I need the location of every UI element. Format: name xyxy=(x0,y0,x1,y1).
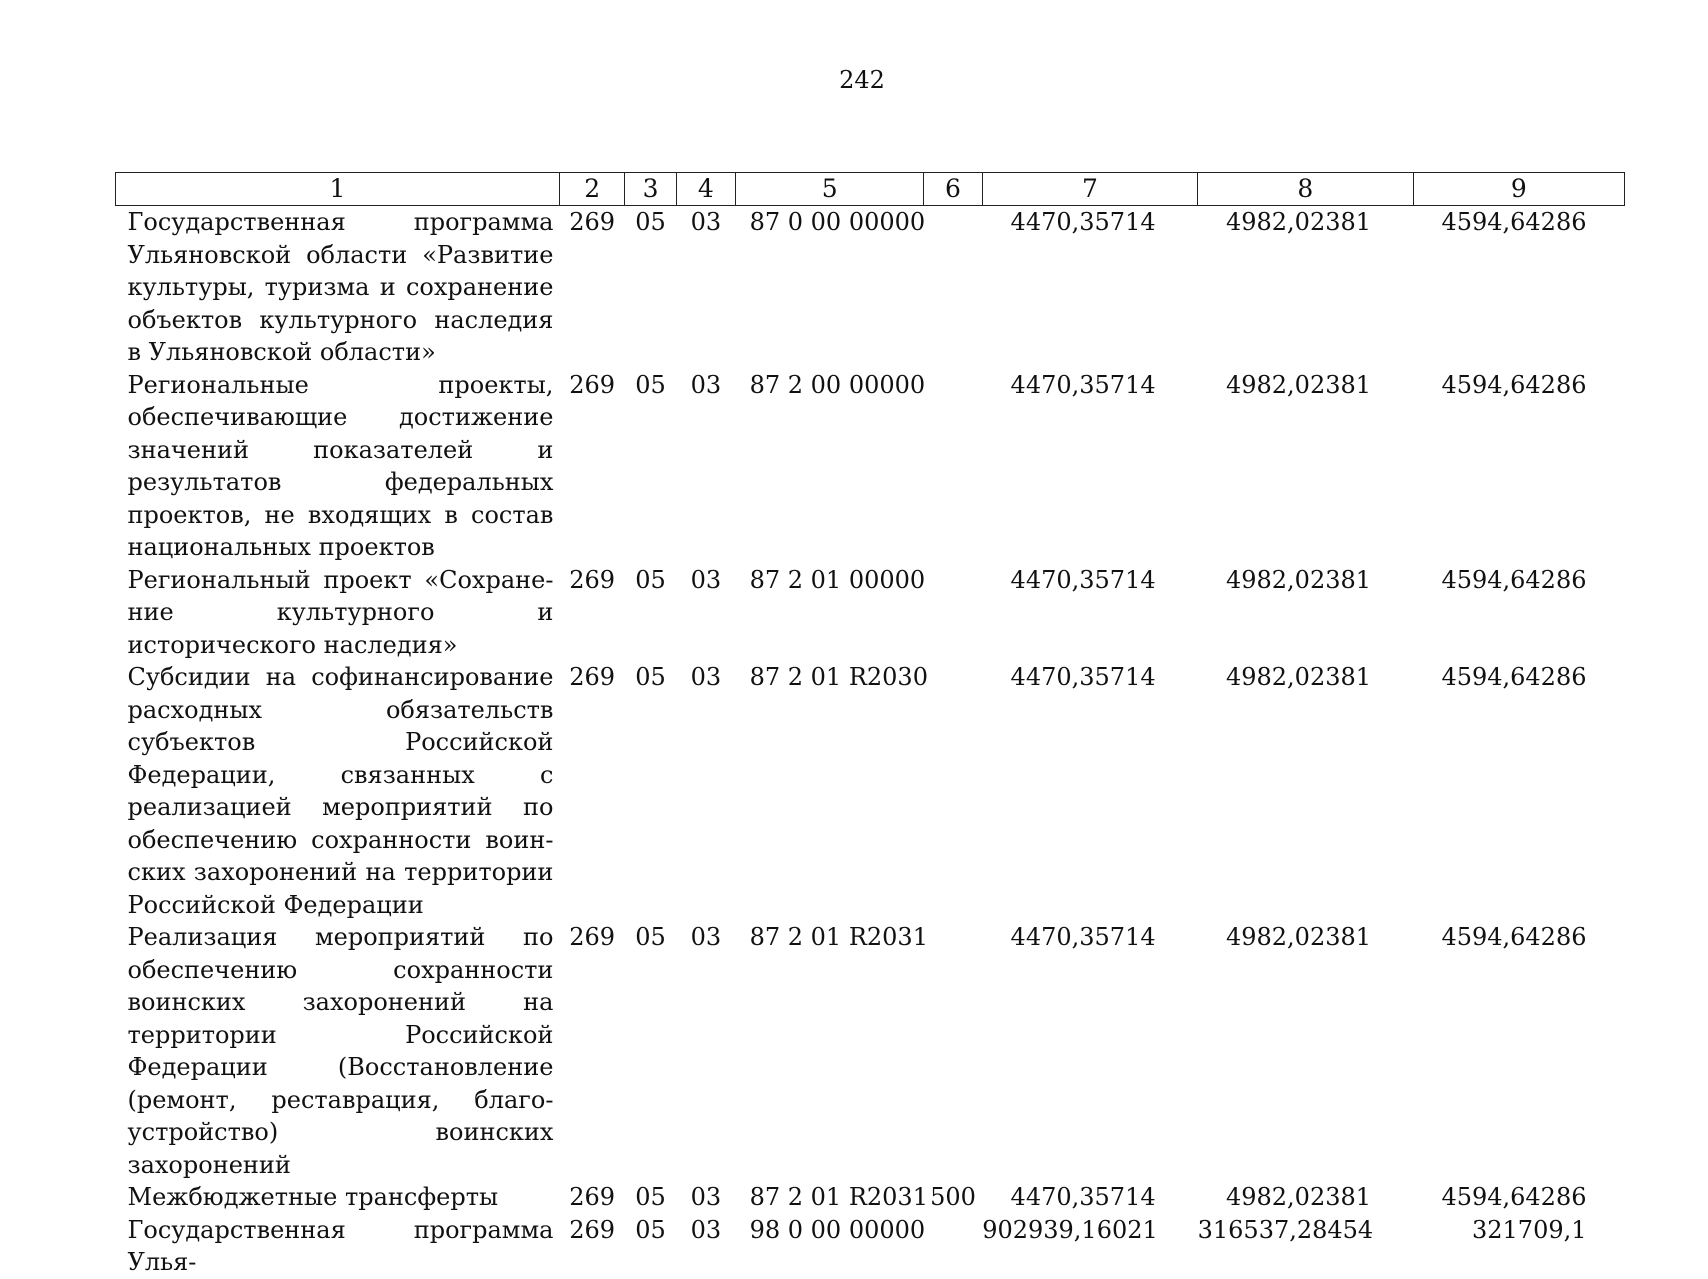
row-target-article: 87 2 01 R2031 xyxy=(749,1183,928,1211)
header-col-5: 5 xyxy=(736,173,924,206)
row-amount-col9: 4594,64286 xyxy=(1441,1183,1587,1211)
table-row xyxy=(116,1214,1625,1279)
row-amount-col9: 4594,64286 xyxy=(1441,208,1587,236)
row-amount-col8: 4982,02381 xyxy=(1225,663,1372,691)
row-amount-col7: 4470,35714 xyxy=(1010,1183,1156,1211)
row-subsection: 03 xyxy=(690,1183,722,1211)
row-expense-type xyxy=(924,661,982,921)
row-name: Реализация мероприятий по обеспечению сохранности воинских захоронений на территории Российской Федерации (Восстановление (ремонт, реставрация, благоустройство) воинских захоронений xyxy=(127,923,554,1179)
row-target-article: 87 2 01 R2031 xyxy=(749,923,928,951)
row-section: 05 xyxy=(635,1215,666,1244)
row-target-article: 87 2 01 00000 xyxy=(749,565,926,594)
row-expense-type xyxy=(924,369,982,564)
row-target-article: 87 0 00 00000 xyxy=(749,208,926,236)
header-col-2: 2 xyxy=(559,173,624,206)
table-row xyxy=(116,369,1625,564)
row-amount-col9: 4594,64286 xyxy=(1441,923,1587,951)
row-admin-code: 269 xyxy=(569,1215,616,1244)
row-amount-col8: 4982,02381 xyxy=(1225,565,1372,594)
row-amount-col7: 4470,35714 xyxy=(1010,565,1156,594)
row-amount-col7: 4470,35714 xyxy=(1010,370,1156,399)
row-subsection: 03 xyxy=(690,370,722,399)
row-subsection: 03 xyxy=(690,565,722,594)
row-name: Государственная программа Улья- xyxy=(127,1215,554,1276)
row-admin-code: 269 xyxy=(569,565,616,594)
row-target-article: 98 0 00 00000 xyxy=(749,1215,926,1244)
table-row xyxy=(116,1181,1625,1214)
row-expense-type xyxy=(924,206,982,369)
row-section: 05 xyxy=(635,923,666,951)
row-subsection: 03 xyxy=(690,1215,722,1244)
row-section: 05 xyxy=(635,208,666,236)
row-amount-col9: 321709,1 xyxy=(1471,1215,1587,1244)
row-expense-type: 500 xyxy=(930,1183,976,1211)
row-name: Региональные проекты, обеспечивающие достижение значений показателей и результатов федеральных проектов, не входящих в состав национальных проектов xyxy=(127,370,554,561)
budget-table xyxy=(115,172,1625,1279)
row-amount-col9: 4594,64286 xyxy=(1441,663,1587,691)
row-subsection: 03 xyxy=(690,663,722,691)
row-section: 05 xyxy=(635,370,666,399)
row-target-article: 87 2 01 R2030 xyxy=(749,663,928,691)
table-header xyxy=(116,173,1625,206)
page-number: 242 xyxy=(839,66,885,94)
table-row xyxy=(116,661,1625,921)
row-section: 05 xyxy=(635,663,666,691)
row-amount-col7: 902939,16021 xyxy=(982,1215,1158,1244)
row-amount-col8: 4982,02381 xyxy=(1225,923,1372,951)
row-admin-code: 269 xyxy=(569,1183,616,1211)
row-target-article: 87 2 00 00000 xyxy=(749,370,926,399)
row-subsection: 03 xyxy=(690,923,722,951)
row-amount-col7: 4470,35714 xyxy=(1010,923,1156,951)
row-amount-col7: 4470,35714 xyxy=(1010,208,1156,236)
row-name: Государственная программа Ульяновской области «Развитие культуры, туризма и сохранение объектов культурного наследия в Ульяновской области» xyxy=(127,208,554,366)
header-col-3: 3 xyxy=(625,173,676,206)
table-body xyxy=(116,206,1625,1279)
row-admin-code: 269 xyxy=(569,923,616,951)
row-expense-type xyxy=(924,1214,982,1279)
row-amount-col8: 4982,02381 xyxy=(1225,370,1372,399)
table-row xyxy=(116,564,1625,662)
row-section: 05 xyxy=(635,565,666,594)
table-row xyxy=(116,206,1625,369)
header-col-7: 7 xyxy=(982,173,1197,206)
row-expense-type xyxy=(924,921,982,1181)
table-row xyxy=(116,921,1625,1181)
row-section: 05 xyxy=(635,1183,666,1211)
row-admin-code: 269 xyxy=(569,208,616,236)
row-name: Субсидии на софинансирование расходных обязательств субъектов Российской Федерации, связанных с реализацией мероприятий по обеспечению сохранности воинских захоронений на территории Российской Федерации xyxy=(127,663,554,919)
header-col-1: 1 xyxy=(116,173,560,206)
row-name: Региональный проект «Сохранение культурного и исторического наследия» xyxy=(127,565,554,659)
header-col-9: 9 xyxy=(1413,173,1624,206)
row-amount-col8: 4982,02381 xyxy=(1225,208,1372,236)
row-admin-code: 269 xyxy=(569,370,616,399)
row-amount-col9: 4594,64286 xyxy=(1441,370,1587,399)
row-amount-col9: 4594,64286 xyxy=(1441,565,1587,594)
row-amount-col8: 4982,02381 xyxy=(1225,1183,1372,1211)
row-subsection: 03 xyxy=(690,208,722,236)
header-col-8: 8 xyxy=(1198,173,1413,206)
row-admin-code: 269 xyxy=(569,663,616,691)
row-name: Межбюджетные трансферты xyxy=(127,1183,499,1211)
row-expense-type xyxy=(924,564,982,662)
header-col-4: 4 xyxy=(676,173,735,206)
row-amount-col7: 4470,35714 xyxy=(1010,663,1156,691)
row-amount-col8: 316537,28454 xyxy=(1197,1215,1374,1244)
header-col-6: 6 xyxy=(924,173,982,206)
header-row xyxy=(116,173,1625,206)
